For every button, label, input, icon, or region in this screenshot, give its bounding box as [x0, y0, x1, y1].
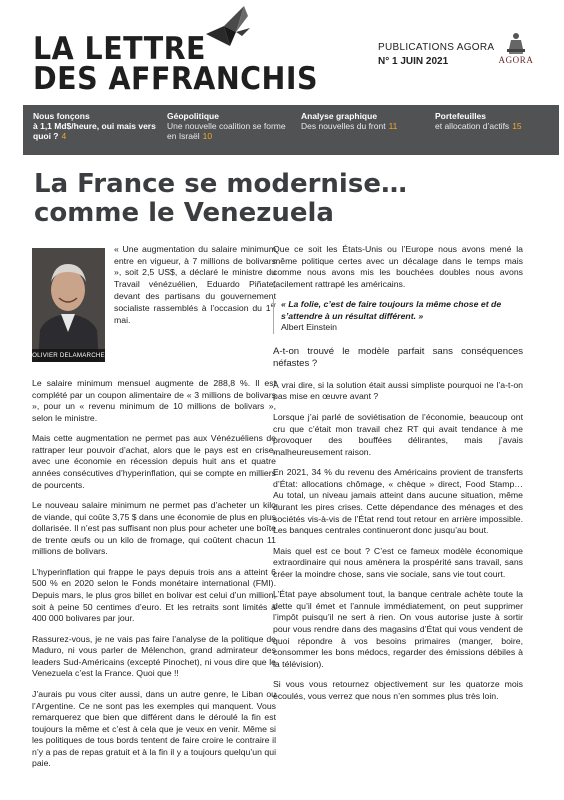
nav-item-subtitle: Une nouvelle coalition se forme en Israël [167, 121, 286, 142]
publisher-label: PUBLICATIONS AGORA [378, 42, 495, 53]
nav-item-title: Nous fonçons [33, 111, 90, 121]
masthead [0, 0, 564, 105]
paragraph: Rassurez-vous, je ne vais pas faire l’analyse de la politique de Maduro, ni vous parler de Mélenchon, grand admirateur des leaders Sud-Américains (excepté Pinochet), ni vous dire que le Venezuela c’est la France. Quoi que !! [32, 633, 276, 679]
nav-item-page: 4 [61, 131, 67, 142]
paragraph: Mais quel est ce bout ? C’est ce fameux modèle économique extraordinaire qui nous amènera la prospérité sans travail, sans créer la moindre chose, sans vie sociale, sans vie tout court. [273, 545, 523, 579]
nav-item-analyse-graphique[interactable] [291, 105, 425, 155]
agora-logo-text: AGORA [498, 55, 534, 65]
paragraph: Que ce soit les États-Unis ou l’Europe nous avons mené la même politique certes avec un décalage dans le temps mais comme nous avons mis les bouchées doubles nous avons facilement rattrapé les américains. [273, 244, 523, 289]
quote-author: Albert Einstein [281, 322, 338, 333]
nav-item-page: 15 [512, 121, 522, 132]
nav-item-subtitle: à 1,1 Md$/heure, oui mais vers quoi ? [33, 121, 156, 142]
author-portrait-icon [32, 248, 105, 362]
paragraph: Mais cette augmentation ne permet pas aux Vénézuéliens de rattraper leur pouvoir d’achat, alors que le pays est en crise, avec une économie en récession depuis huit ans et quatre années consécutives d’hyperinflation, qui se compte en milliers de pourcents. [32, 433, 276, 490]
lead-text: « Une augmentation du salaire minimum entre en vigueur, à 7 millions de bolivars », soit 2,5 US$, a déclaré le ministre du Travail vénézuélien, Eduardo Piñate, devant des partisans du gouvernement socialiste rassemblés à l’occasion du 1 [114, 244, 276, 314]
photo-caption: OLIVIER DELAMARCHE [32, 349, 105, 362]
pull-quote [270, 299, 523, 334]
nav-item-title: Géopolitique [167, 111, 219, 121]
paragraph: A-t-on trouvé le modèle parfait sans conséquences néfastes ? [273, 345, 523, 370]
paragraph: J’aurais pu vous citer aussi, dans un autre genre, le Liban ou l’Argentine. Ce ne sont pas les exemples qui manquent. Vous remarquerez que bien que différent dans le déroulé la fin est toujours la même et c’est à cela que je veux en venir. Même si les politiques de tous bords tentent de faire croire le contraire il n’y a pas de repas gratuit et à la fin il y a toujours quelqu’un qui paie. [32, 688, 276, 769]
paragraph: À vrai dire, si la solution était aussi simpliste pourquoi ne l’a-t-on pas mise en œuvre avant ? [273, 379, 523, 402]
paragraph: L’hyperinflation qui frappe le pays depuis trois ans a atteint 6 500 % en 2020 selon le Fonds monétaire international (FMI). Depuis mars, le plus gros billet en bolivar est celui d’un million, soit à peine 50 centimes d’euro. Et les retraits sont limités à 400 000 bolivares par jour. [32, 566, 276, 624]
lead-end: mai. [114, 314, 131, 325]
lead-block [32, 244, 276, 368]
masthead-title-line1: LA LETTRE [33, 31, 206, 67]
nav-item-portefeuilles[interactable] [425, 105, 559, 155]
paragraph: En 2021, 34 % du revenu des Américains provient de transferts d’État: allocations chômage, « chèque » direct, Food Stamp… Au total, un niveau jamais atteint dans aucune situation, même durant les pires crises. Cette dépendance des ménages et des sociétés vis-à-vis de l’État rend tout retour en arrière impossible. Les banques centrales continueront donc jusqu’au bout. [273, 467, 523, 536]
paragraph: Lorsque j’ai parlé de soviétisation de l’économie, beaucoup ont cru que c’était mon travail chez RT qui avait tendance à me provoquer des bouffées délirantes, mais j’avais malheureusement raison. [273, 412, 523, 457]
nav-item-title: Analyse graphique [301, 111, 378, 121]
nav-item-subtitle: et allocation d’actifs [435, 121, 510, 132]
paragraph: Le salaire minimum mensuel augmente de 288,8 %. Il est complété par un coupon alimentaire de « 3 millions de bolivars », pour un « revenu minimum de 10 millions de bolivars », selon le ministre. [32, 378, 276, 423]
article-headline [34, 170, 534, 228]
masthead-title-line2: DES AFFRANCHIS [33, 61, 318, 97]
headline-line2: comme le Venezuela [34, 198, 334, 229]
paragraph: L’État paye absolument tout, la banque centrale achète toute la dette qu’il émet et l’annule immédiatement, on peut supprimer l’impôt puisqu’il ne sert à rien. On vous autorise juste à sortir pour vous rendre dans des magasins d’État qui vous vendent de quoi répondre à vos besoins primaires (manger, boire, consommer les bons médocs, regarder des émissions débiles à la télévision). [273, 589, 523, 669]
nav-item-nous-foncons[interactable] [23, 105, 157, 155]
nav-item-title: Portefeuilles [435, 111, 487, 121]
contents-bar [23, 105, 559, 155]
article-column-left [32, 244, 276, 779]
nav-item-page: 11 [388, 121, 398, 132]
issue-label: N° 1 JUIN 2021 [378, 56, 449, 67]
paragraph: Le nouveau salaire minimum ne permet pas d’acheter un kilo de viande, qui coûte 3,75 $ dans une économie de plus en plus dollarisée. Il n’est pas suffisant non plus pour acheter une boîte de trente œufs ou un kilo de fromage, qui coûtent chacun 11 millions de bolivars. [32, 500, 276, 557]
quote-text: « La folie, c’est de faire toujours la même chose et de s’attendre à un résultat différent. » [281, 299, 502, 321]
nav-item-page: 10 [202, 131, 213, 142]
origami-bird-icon [200, 2, 256, 58]
nav-item-subtitle: Des nouvelles du front [301, 121, 386, 132]
article-column-right [270, 244, 523, 711]
author-photo [32, 248, 105, 362]
nav-item-geopolitique[interactable] [157, 105, 291, 155]
lead-paragraph [114, 244, 276, 326]
headline-line1: La France se modernise… [34, 169, 407, 199]
lead-sup: er [270, 303, 276, 310]
paragraph: Si vous vous retournez objectivement sur les quatorze mois écoulés, vous verrez que nous n’en sommes plus très loin. [273, 679, 523, 701]
